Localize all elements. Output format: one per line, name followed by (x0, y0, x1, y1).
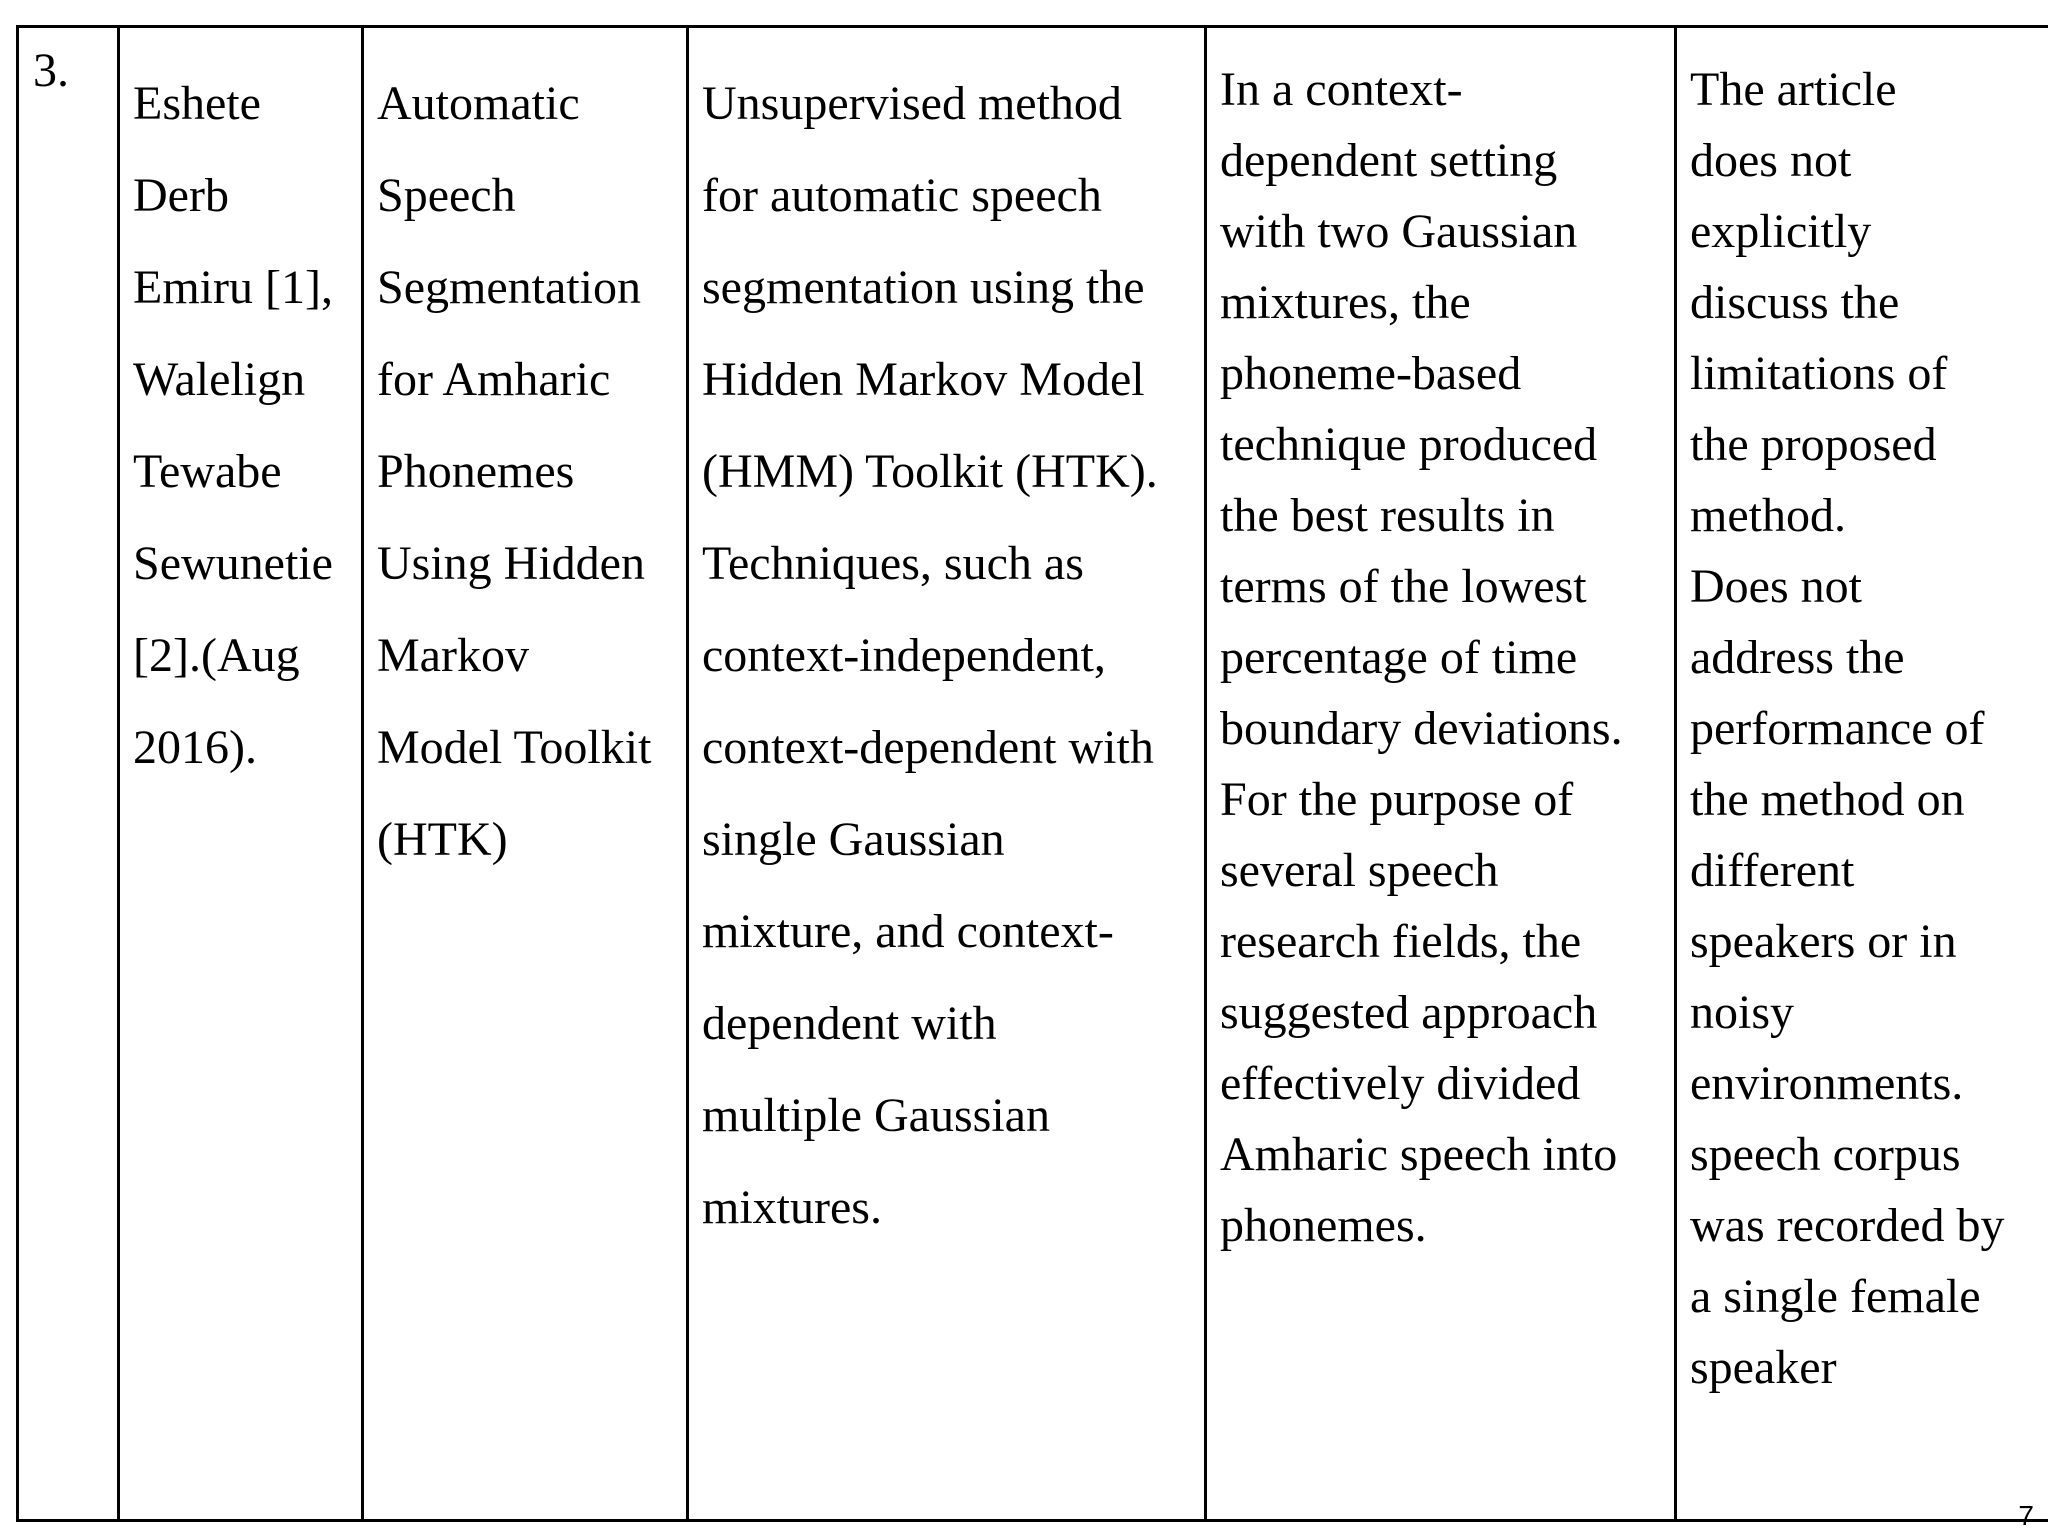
row-number: 3. (33, 44, 69, 97)
results-text: In a context- dependent setting with two Gaussian mixtures, the phoneme-based technique produced the best results in terms of the lowest percentage of time boundary deviations. For the purpose of several speech research fields, the suggested approach effectively divided Amharic speech into phonemes. (1220, 63, 1623, 1252)
method-cell (688, 27, 1206, 1521)
results-cell (1206, 27, 1676, 1521)
limitations-text: The article does not explicitly discuss the limitations of the proposed method. Does not address the performance of the method on different speakers or in noisy environments. speech corpus was recorded by a single female speaker (1690, 63, 2005, 1394)
literature-review-table (16, 25, 2048, 1522)
table-row (18, 27, 2048, 1521)
authors-cell (119, 27, 363, 1521)
paper-title-text: Automatic Speech Segmentation for Amharic Phonemes Using Hidden Markov Model Toolkit (HTK) (377, 77, 652, 866)
row-number-cell (18, 27, 119, 1521)
authors-text: Eshete Derb Emiru [1], Walelign Tewabe Sewunetie [2].(Aug 2016). (133, 77, 333, 774)
page-number: 7 (2018, 1500, 2034, 1531)
limitations-cell (1676, 27, 2048, 1521)
method-text: Unsupervised method for automatic speech segmentation using the Hidden Markov Model (HMM) Toolkit (HTK). Techniques, such as context-independent, context-dependent with single Gaussian mixture, and context- dependent with multiple Gaussian mixtures. (702, 77, 1158, 1234)
title-cell (363, 27, 688, 1521)
